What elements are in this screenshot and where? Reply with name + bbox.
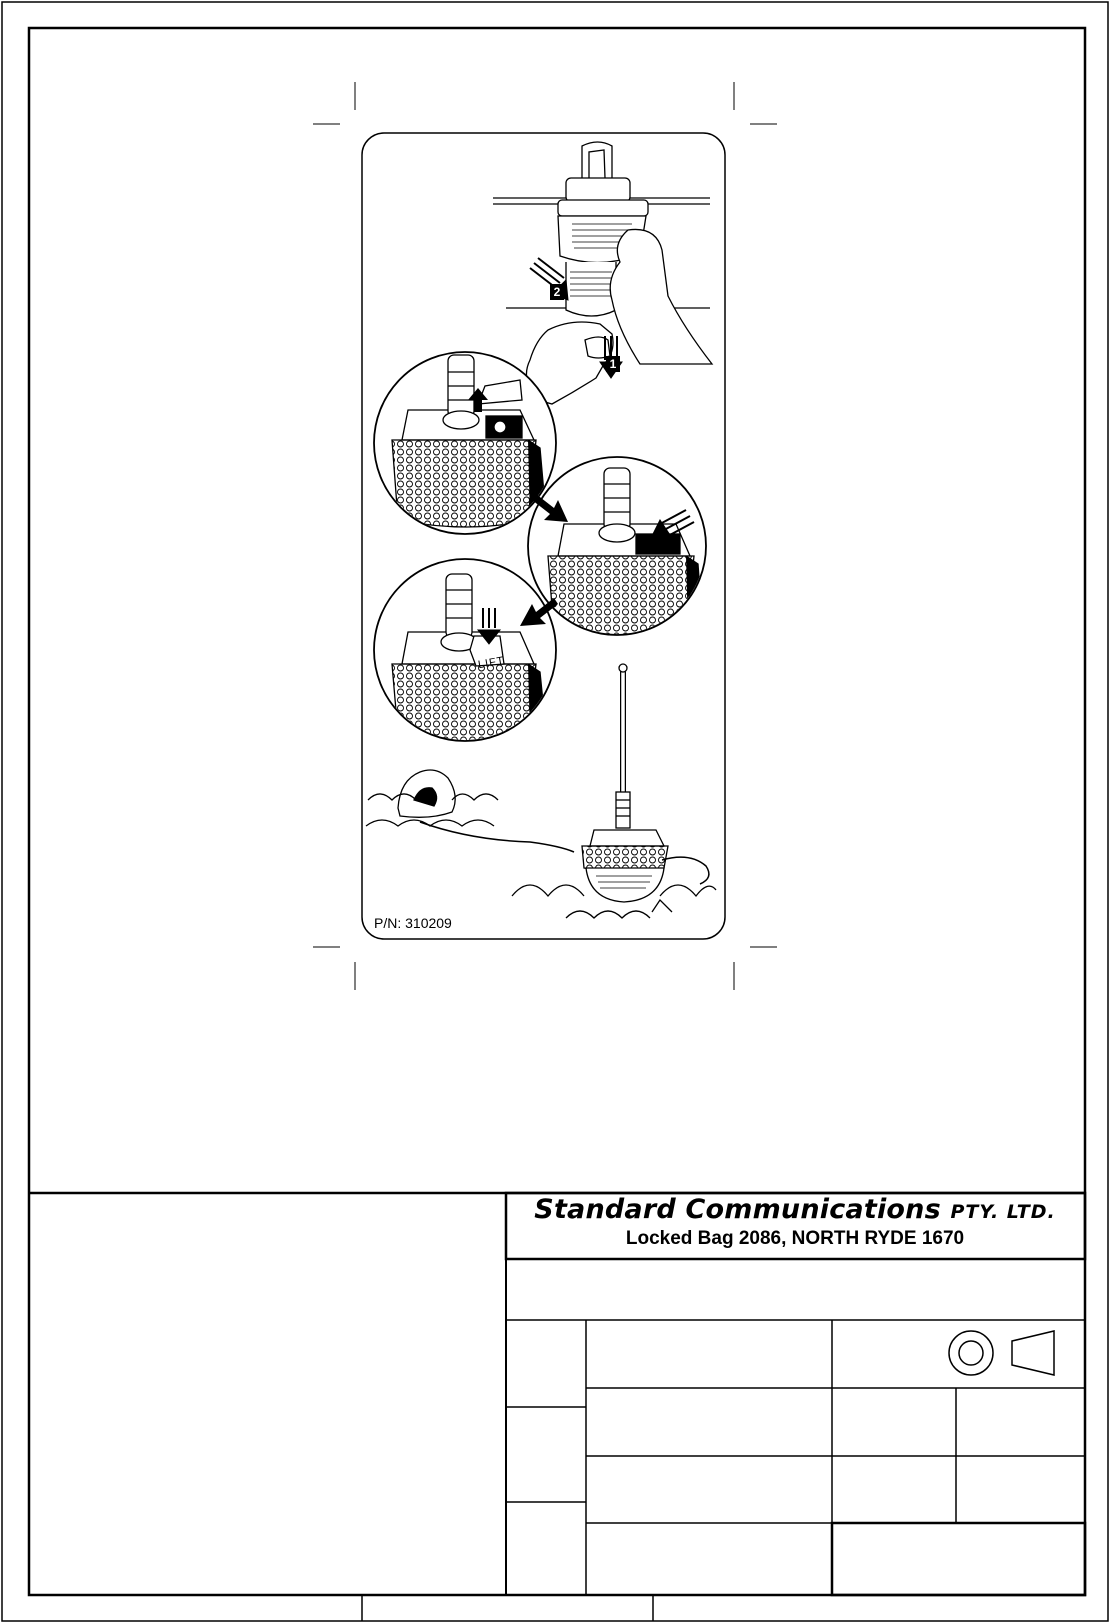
- company-suffix: PTY. LTD.: [950, 1201, 1056, 1223]
- part-number: P/N: 310209: [374, 915, 452, 931]
- inner-border: [29, 28, 1085, 1595]
- step-circle-lift-cover: [374, 352, 556, 534]
- step-circle-press-button: [528, 457, 706, 639]
- company-name-block: [508, 1194, 1082, 1225]
- company-name: Standard Communications: [534, 1194, 941, 1225]
- step-label-1: 1: [606, 356, 620, 372]
- projection-symbol-icon: [949, 1331, 1054, 1375]
- step-label-2: 2: [550, 284, 564, 300]
- outer-border: [2, 2, 1108, 1621]
- step-circle-close-cover: [374, 559, 556, 741]
- company-address: Locked Bag 2086, NORTH RYDE 1670: [625, 1228, 965, 1249]
- lift-label: LIFT: [477, 654, 506, 672]
- title-block: [29, 1193, 1085, 1621]
